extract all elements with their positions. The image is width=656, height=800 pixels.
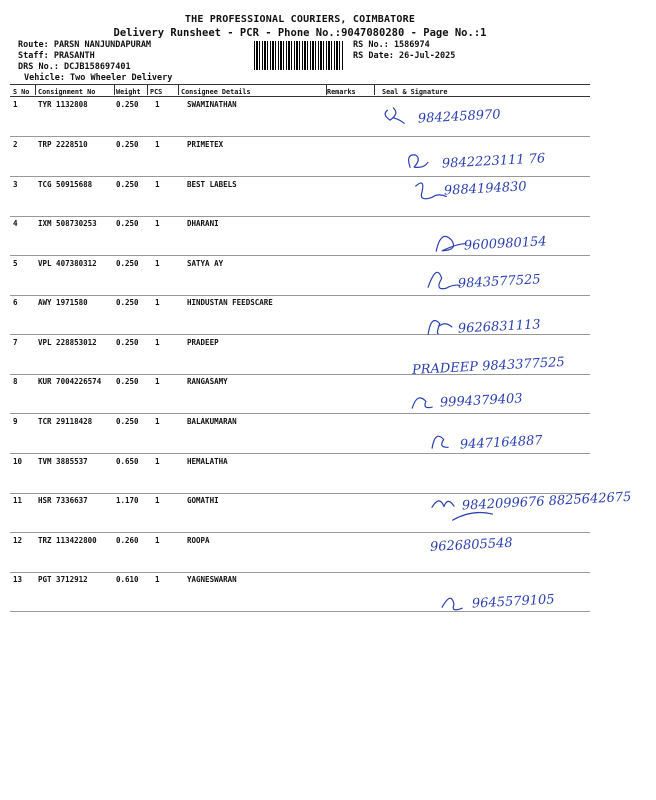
row-consignee: RANGASAMY	[187, 377, 228, 386]
col-consignment: Consignment No	[38, 88, 96, 96]
row-sno: 11	[13, 496, 23, 505]
row-weight: 0.250	[116, 100, 139, 109]
handwritten-signature	[424, 422, 644, 462]
row-weight: 0.260	[116, 536, 139, 545]
col-divider	[326, 85, 327, 95]
row-weight: 0.250	[116, 298, 139, 307]
handwritten-signature	[382, 96, 602, 136]
row-pcs: 1	[155, 100, 160, 109]
page-subtitle: Delivery Runsheet - PCR - Phone No.:9047080280 - Page No.:1	[113, 27, 487, 39]
handwritten-phone: 9842223111 76	[441, 151, 546, 172]
handwritten-phone: PRADEEP 9843377525	[411, 355, 566, 378]
handwritten-phone: 9842099676 8825642675	[461, 489, 632, 514]
handwritten-signature	[436, 581, 656, 621]
row-pcs: 1	[155, 140, 160, 149]
signature-stroke	[432, 436, 449, 448]
signature-stroke	[435, 235, 466, 251]
handwritten-signature	[422, 306, 642, 346]
signature-stroke	[442, 598, 463, 611]
route-label: Route: PARSN NANJUNDAPURAM	[18, 40, 152, 50]
row-consignee: HINDUSTAN FEEDSCARE	[187, 298, 273, 307]
row-weight: 0.250	[116, 180, 139, 189]
signature-stroke	[428, 320, 453, 335]
row-sno: 5	[13, 259, 18, 268]
handwritten-phone: 9626805548	[429, 535, 514, 555]
handwritten-phone: 9884194830	[443, 179, 527, 199]
row-weight: 0.250	[116, 219, 139, 228]
row-sno: 2	[13, 140, 18, 149]
row-consignee: BALAKUMARAN	[187, 417, 237, 426]
handwritten-phone: 9626831113	[457, 317, 541, 337]
row-weight: 0.250	[116, 259, 139, 268]
handwritten-phone: 9645579105	[471, 592, 555, 612]
handwritten-phone: 9842458970	[417, 107, 501, 127]
header-top-rule	[10, 84, 590, 85]
row-sno: 12	[13, 536, 23, 545]
row-sno: 1	[13, 100, 18, 109]
handwritten-signature	[428, 223, 648, 263]
row-consignee: GOMATHI	[187, 496, 219, 505]
page-title: THE PROFESSIONAL COURIERS, COIMBATORE	[184, 14, 416, 25]
handwritten-phone: 9843577525	[457, 272, 541, 292]
handwritten-signature	[422, 261, 642, 301]
col-seal: Seal & Signature	[382, 88, 448, 96]
col-divider	[114, 85, 115, 95]
row-sno: 10	[13, 457, 23, 466]
row-weight: 0.650	[116, 457, 139, 466]
row-weight: 0.610	[116, 575, 139, 584]
row-consignee: ROOPA	[187, 536, 210, 545]
row-weight: 1.170	[116, 496, 139, 505]
row-sno: 8	[13, 377, 18, 386]
row-pcs: 1	[155, 180, 160, 189]
row-weight: 0.250	[116, 377, 139, 386]
drs-label: DRS No.: DCJB158697401	[18, 62, 131, 72]
row-consignment: IXM 508730253	[38, 219, 97, 228]
row-consignment: PGT 3712912	[38, 575, 88, 584]
row-consignment: TCR 29118428	[38, 417, 93, 426]
col-divider	[147, 85, 148, 95]
row-consignment: TRZ 113422800	[38, 536, 97, 545]
signature-stroke	[412, 397, 433, 408]
row-pcs: 1	[155, 536, 160, 545]
row-consignment: KUR 7004226574	[38, 377, 102, 386]
barcode	[254, 41, 344, 70]
row-pcs: 1	[155, 377, 160, 386]
signature-stroke	[416, 182, 447, 200]
rs-date: RS Date: 26-Jul-2025	[353, 51, 456, 61]
row-consignment: AWY 1971580	[38, 298, 88, 307]
row-sno: 9	[13, 417, 18, 426]
row-pcs: 1	[155, 496, 160, 505]
row-consignee: SWAMINATHAN	[187, 100, 237, 109]
row-consignment: TVM 3885537	[38, 457, 88, 466]
signature-stroke	[427, 271, 460, 289]
row-divider	[10, 572, 590, 573]
handwritten-signature	[420, 523, 640, 563]
handwritten-signature	[426, 483, 646, 523]
row-weight: 0.250	[116, 417, 139, 426]
row-consignment: VPL 228853012	[38, 338, 97, 347]
row-pcs: 1	[155, 575, 160, 584]
row-pcs: 1	[155, 259, 160, 268]
staff-label: Staff: PRASANTH	[18, 51, 95, 61]
row-consignee: BEST LABELS	[187, 180, 237, 189]
row-consignment: TRP 2228510	[38, 140, 88, 149]
vehicle-label: Vehicle: Two Wheeler Delivery	[24, 73, 173, 83]
row-consignment: TYR 1132808	[38, 100, 88, 109]
handwritten-phone: 9994379403	[439, 391, 523, 411]
col-consignee: Consignee Details	[181, 88, 251, 96]
row-pcs: 1	[155, 298, 160, 307]
handwritten-signature	[404, 380, 624, 420]
handwritten-phone: 9447164887	[459, 433, 543, 453]
row-sno: 4	[13, 219, 18, 228]
row-consignment: HSR 7336637	[38, 496, 88, 505]
signature-stroke	[385, 107, 404, 124]
row-consignee: PRIMETEX	[187, 140, 224, 149]
handwritten-phone: 9600980154	[463, 234, 547, 254]
col-remarks: Remarks	[327, 88, 356, 96]
row-pcs: 1	[155, 219, 160, 228]
rs-number: RS No.: 1586974	[353, 40, 430, 50]
row-consignment: TCG 50915688	[38, 180, 93, 189]
row-weight: 0.250	[116, 140, 139, 149]
col-pcs: PCS	[150, 88, 163, 96]
row-pcs: 1	[155, 457, 160, 466]
col-divider	[35, 85, 36, 95]
handwritten-signature	[408, 168, 628, 208]
col-divider	[178, 85, 179, 95]
row-weight: 0.250	[116, 338, 139, 347]
row-sno: 7	[13, 338, 18, 347]
row-consignee: PRADEEP	[187, 338, 219, 347]
row-consignee: YAGNESWARAN	[187, 575, 237, 584]
row-pcs: 1	[155, 338, 160, 347]
col-sno: S No	[13, 88, 30, 96]
row-consignee: DHARANI	[187, 219, 219, 228]
row-sno: 13	[13, 575, 23, 584]
row-consignee: SATYA AY	[187, 259, 224, 268]
row-consignment: VPL 407380312	[38, 259, 97, 268]
row-consignee: HEMALATHA	[187, 457, 228, 466]
col-weight: Weight	[116, 88, 141, 96]
col-divider	[374, 85, 375, 95]
row-pcs: 1	[155, 417, 160, 426]
row-divider	[10, 136, 590, 137]
row-divider	[10, 216, 590, 217]
row-sno: 3	[13, 180, 18, 189]
row-sno: 6	[13, 298, 18, 307]
signature-stroke	[408, 154, 428, 168]
